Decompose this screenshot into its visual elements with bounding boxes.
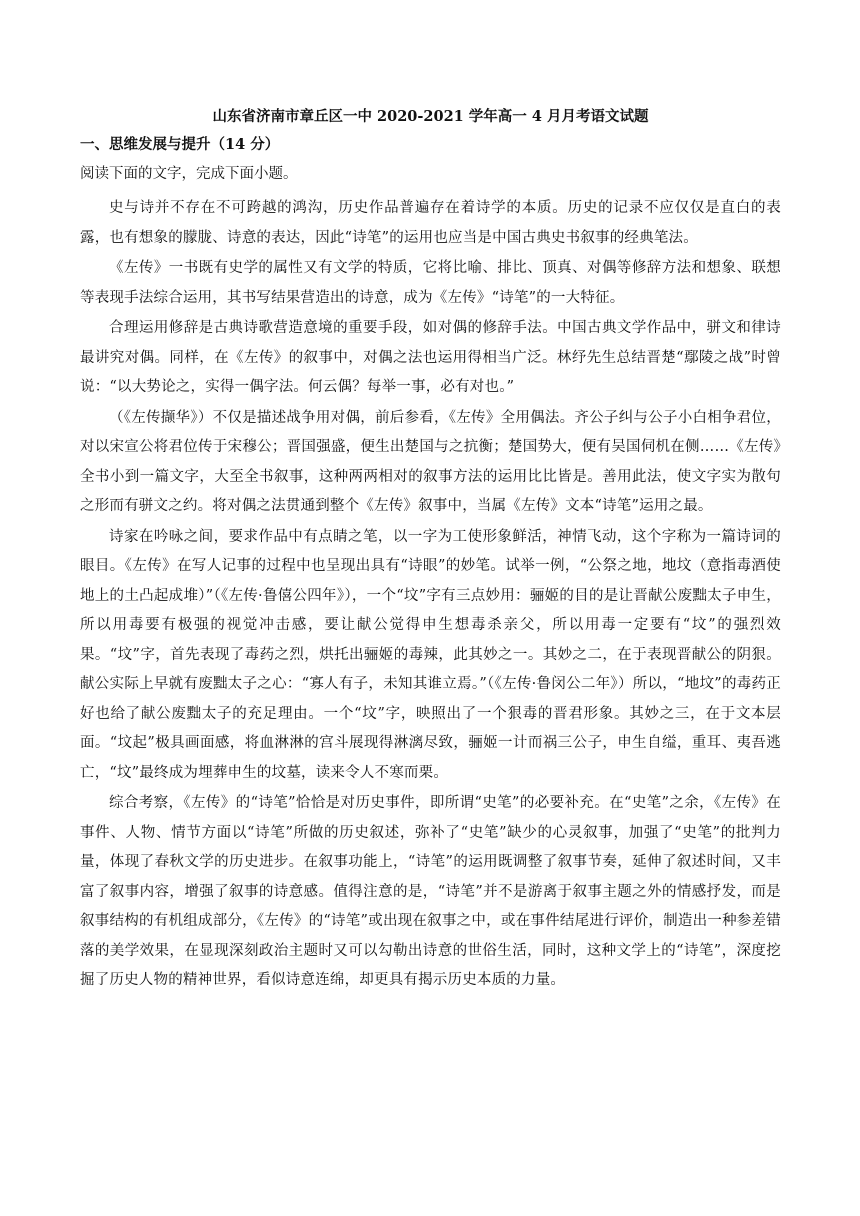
reading-instruction: 阅读下面的文字，完成下面小题。 [80,166,298,182]
section-heading: 一、思维发展与提升（14 分） [80,136,280,153]
passage-paragraph-5: 诗家在吟咏之间，要求作品中有点睛之笔，以一字为工使形象鲜活，神情飞动，这个字称为一篇诗词的眼目。《左传》在写人记事的过程中也呈现出具有“诗眼”的妙笔。试举一例，“公祭之地，地坟（意指毒酒使地上的土凸起成堆）”（《左传·鲁僖公四年》），一个“坟”字有三点妙用：骊姬的目的是让晋献公废黜太子申生，所以用毒要有极强的视觉冲击感，要让献公觉得申生想毒杀亲父，所以用毒一定要有“坟”的强烈效果。“坟”字，首先表现了毒药之烈，烘托出骊姬的毒辣，此其妙之一。其妙之二，在于表现晋献公的阴狠。献公实际上早就有废黜太子之心：“寡人有子，未知其谁立焉。”（《左传·鲁闵公二年》）所以，“地坟”的毒药正好也给了献公废黜太子的充足理由。一个“坟”字，映照出了一个狠毒的晋君形象。其妙之三，在于文本层面。“坟起”极具画面感，将血淋淋的宫斗展现得淋漓尽致，骊姬一计而祸三公子，申生自缢，重耳、夷吾逃亡，“坟”最终成为埋葬申生的坟墓，读来令人不寒而栗。 [80,528,781,781]
passage-paragraph-3: 合理运用修辞是古典诗歌营造意境的重要手段，如对偶的修辞手法。中国古典文学作品中，骈文和律诗最讲究对偶。同样，在《左传》的叙事中，对偶之法也运用得相当广泛。林纾先生总结晋楚“鄢陵之战”时曾说：“以大势论之，实得一偶字法。何云偶？每举一事，必有对也。” [80,320,781,395]
passage-paragraph-1: 史与诗并不存在不可跨越的鸿沟，历史作品普遍存在着诗学的本质。历史的记录不应仅仅是直白的表露，也有想象的朦胧、诗意的表达，因此“诗笔”的运用也应当是中国古典史书叙事的经典笔法。 [80,200,781,246]
document-page [80,106,781,997]
document-title: 山东省济南市章丘区一中 2020-2021 学年高一 4 月月考语文试题 [212,108,649,125]
passage-paragraph-6: 综合考察，《左传》的“诗笔”恰恰是对历史事件，即所谓“史笔”的必要补充。在“史笔”之余，《左传》在事件、人物、情节方面以“诗笔”所做的历史叙述，弥补了“史笔”缺少的心灵叙事，加强了“史笔”的批判力量，体现了春秋文学的历史进步。在叙事功能上，“诗笔”的运用既调整了叙事节奏，延伸了叙述时间，又丰富了叙事内容，增强了叙事的诗意感。值得注意的是，“诗笔”并不是游离于叙事主题之外的情感抒发，而是叙事结构的有机组成部分，《左传》的“诗笔”或出现在叙事之中，或在事件结尾进行评价，制造出一种参差错落的美学效果，在显现深刻政治主题时又可以勾勒出诗意的世俗生活，同时，这种文学上的“诗笔”，深度挖掘了历史人物的精神世界，看似诗意连绵，却更具有揭示历史本质的力量。 [80,795,781,988]
passage-paragraph-4: （《左传撷华》）不仅是描述战争用对偶，前后参看，《左传》全用偶法。齐公子纠与公子小白相争君位，对以宋宣公将君位传于宋穆公；晋国强盛，便生出楚国与之抗衡；楚国势大，便有吴国伺机在侧……《左传》全书小到一篇文字，大至全书叙事，这种两两相对的叙事方法的运用比比皆是。善用此法，使文字实为散句之形而有骈文之约。将对偶之法贯通到整个《左传》叙事中，当属《左传》文本“诗笔”运用之最。 [80,409,781,514]
passage-paragraph-2: 《左传》一书既有史学的属性又有文学的特质，它将比喻、排比、顶真、对偶等修辞方法和想象、联想等表现手法综合运用，其书写结果营造出的诗意，成为《左传》“诗笔”的一大特征。 [80,260,781,306]
